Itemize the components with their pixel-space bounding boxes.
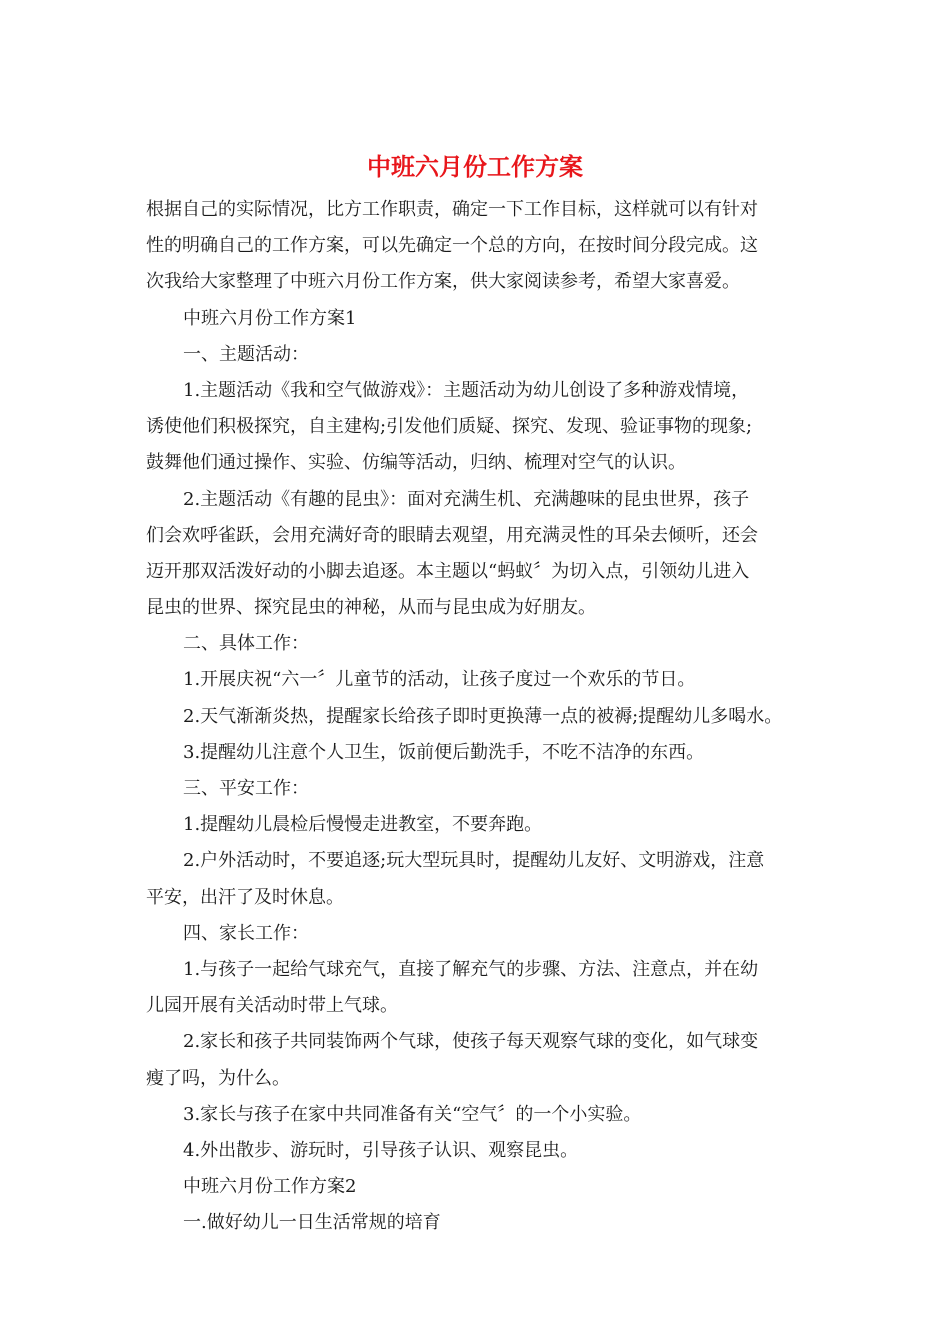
text-line: 1.提醒幼儿晨检后慢慢走进教室，不要奔跑。 bbox=[183, 814, 543, 836]
text-line: 3.家长与孩子在家中共同准备有关“空气〞的一个小实验。 bbox=[183, 1103, 642, 1125]
text-line: 一、主题活动： bbox=[183, 343, 309, 365]
text-line: 二、具体工作： bbox=[183, 633, 309, 655]
text-line: 们会欢呼雀跃，会用充满好奇的眼睛去观望，用充满灵性的耳朵去倾听，还会 bbox=[146, 524, 758, 546]
document-body bbox=[146, 192, 806, 1241]
text-line: 四、家长工作： bbox=[183, 922, 309, 944]
document-title: 中班六月份工作方案 bbox=[367, 153, 583, 181]
text-line: 1.开展庆祝“六一〞儿童节的活动，让孩子度过一个欢乐的节日。 bbox=[183, 669, 696, 691]
text-line: 一.做好幼儿一日生活常规的培育 bbox=[183, 1212, 441, 1234]
text-line: 诱使他们积极探究，自主建构;引发他们质疑、探究、发现、验证事物的现象; bbox=[146, 416, 753, 438]
text-line: 根据自己的实际情况，比方工作职责，确定一下工作目标，这样就可以有针对 bbox=[146, 199, 758, 220]
text-line: 鼓舞他们通过操作、实验、仿编等活动，归纳、梳理对空气的认识。 bbox=[146, 452, 686, 474]
text-line: 儿园开展有关活动时带上气球。 bbox=[146, 995, 398, 1017]
text-line: 2.主题活动《有趣的昆虫》：面对充满生机、充满趣味的昆虫世界，孩子 bbox=[183, 488, 750, 510]
text-line: 瘦了吗，为什么。 bbox=[146, 1067, 290, 1089]
text-line: 1.与孩子一起给气球充气，直接了解充气的步骤、方法、注意点，并在幼 bbox=[183, 958, 759, 980]
text-line: 2.天气渐渐炎热，提醒家长给孩子即时更换薄一点的被褥;提醒幼儿多喝水。 bbox=[183, 705, 783, 727]
text-line: 1.主题活动《我和空气做游戏》：主题活动为幼儿创设了多种游戏情境， bbox=[183, 379, 750, 401]
text-line: 三、平安工作： bbox=[183, 778, 309, 799]
text-line: 3.提醒幼儿注意个人卫生，饭前便后勤洗手，不吃不洁净的东西。 bbox=[183, 741, 705, 763]
text-line: 昆虫的世界、探究昆虫的神秘，从而与昆虫成为好朋友。 bbox=[146, 597, 596, 619]
text-line: 4.外出散步、游玩时，引导孩子认识、观察昆虫。 bbox=[183, 1139, 579, 1161]
text-line: 次我给大家整理了中班六月份工作方案，供大家阅读参考，希望大家喜爱。 bbox=[146, 271, 740, 293]
text-line: 中班六月份工作方案1 bbox=[183, 307, 357, 329]
text-line: 中班六月份工作方案2 bbox=[183, 1176, 357, 1198]
text-line: 2.户外活动时，不要追逐;玩大型玩具时，提醒幼儿友好、文明游戏，注意 bbox=[183, 850, 765, 872]
text-line: 平安，出汗了及时休息。 bbox=[146, 886, 344, 908]
text-line: 2.家长和孩子共同装饰两个气球，使孩子每天观察气球的变化，如气球变 bbox=[183, 1031, 759, 1053]
text-line: 迈开那双活泼好动的小脚去追逐。本主题以“蚂蚁〞为切入点，引领幼儿进入 bbox=[146, 560, 750, 582]
text-line: 性的明确自己的工作方案，可以先确定一个总的方向，在按时间分段完成。这 bbox=[146, 235, 758, 257]
